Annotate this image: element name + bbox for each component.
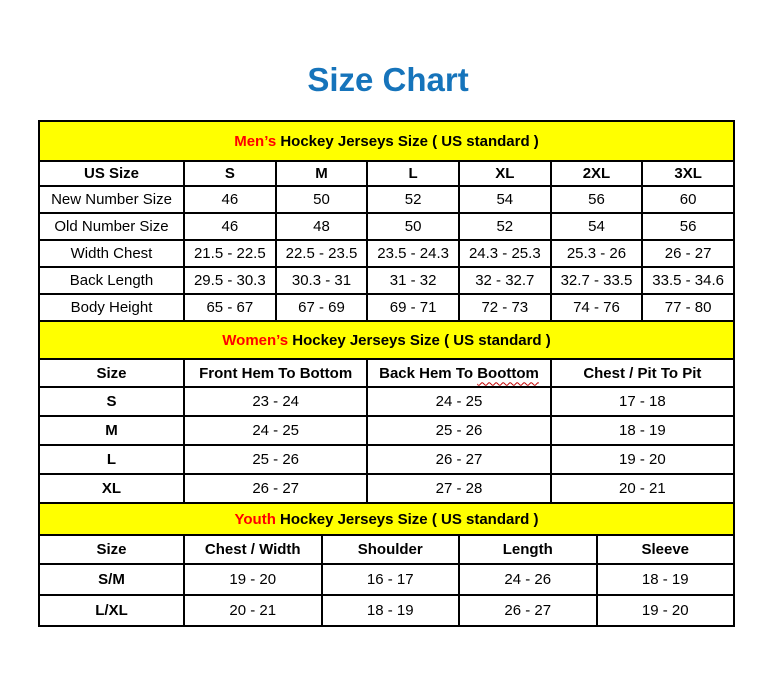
men-header-6: 3XL [642,161,734,186]
men-row-4-value-2: 69 - 71 [367,294,459,321]
men-row-0-label: New Number Size [39,186,184,213]
men-row-2-value-1: 22.5 - 23.5 [276,240,368,267]
women-row-1-value-2: 18 - 19 [551,416,734,445]
men-row-3-value-0: 29.5 - 30.3 [184,267,276,294]
men-row-3-value-5: 33.5 - 34.6 [642,267,734,294]
men-header-3: L [367,161,459,186]
youth-banner-highlight: Youth [234,510,276,528]
women-table-row [39,416,734,445]
youth-header-3: Length [459,535,597,564]
men-row-1-value-2: 50 [367,213,459,240]
youth-table-row [39,564,734,595]
men-row-4-value-4: 74 - 76 [551,294,643,321]
men-row-0-value-1: 50 [276,186,368,213]
men-row-4-value-1: 67 - 69 [276,294,368,321]
men-table-row [39,267,734,294]
women-table-row [39,445,734,474]
youth-row-0-value-0: 19 - 20 [184,564,322,595]
women-row-1-value-1: 25 - 26 [367,416,550,445]
page-title: Size Chart [307,61,469,98]
men-row-3-value-2: 31 - 32 [367,267,459,294]
men-row-3-value-4: 32.7 - 33.5 [551,267,643,294]
women-row-0-value-2: 17 - 18 [551,387,734,416]
youth-table-row [39,595,734,626]
women-header-2-text: Back Hem To [379,364,478,382]
women-row-3-value-2: 20 - 21 [551,474,734,503]
men-row-2-label: Width Chest [39,240,184,267]
youth-row-0-label: S/M [39,564,184,595]
women-table-row [39,387,734,416]
women-header-3: Chest / Pit To Pit [551,359,734,387]
women-row-2-value-1: 26 - 27 [367,445,550,474]
women-row-1-label: M [39,416,184,445]
youth-header-1: Chest / Width [184,535,322,564]
women-row-3-label: XL [39,474,184,503]
men-row-2-value-0: 21.5 - 22.5 [184,240,276,267]
men-row-2-value-3: 24.3 - 25.3 [459,240,551,267]
men-row-0-value-2: 52 [367,186,459,213]
youth-row-0-value-2: 24 - 26 [459,564,597,595]
men-row-0-value-3: 54 [459,186,551,213]
men-section-banner [39,121,734,161]
women-table-row [39,474,734,503]
men-banner-highlight: Men’s [234,132,277,150]
women-row-2-label: L [39,445,184,474]
men-table-row [39,213,734,240]
men-row-3-label: Back Length [39,267,184,294]
mens-size-table [38,120,735,322]
youth-header-4: Sleeve [597,535,735,564]
men-row-4-value-5: 77 - 80 [642,294,734,321]
youth-header-0: Size [39,535,184,564]
youth-row-1-value-0: 20 - 21 [184,595,322,626]
men-row-3-value-1: 30.3 - 31 [276,267,368,294]
youth-banner-text: Hockey Jerseys Size ( US standard ) [280,510,539,528]
men-header-0: US Size [39,161,184,186]
women-banner-highlight: Women’s [222,331,289,349]
women-header-misspelled-word: Boottom [477,364,539,382]
men-row-1-label: Old Number Size [39,213,184,240]
youth-row-1-value-1: 18 - 19 [322,595,460,626]
men-row-4-value-3: 72 - 73 [459,294,551,321]
women-banner-text: Hockey Jerseys Size ( US standard ) [292,331,551,349]
women-header-2 [367,359,550,387]
men-row-1-value-5: 56 [642,213,734,240]
men-table-row [39,294,734,321]
men-header-2: M [276,161,368,186]
women-row-1-value-0: 24 - 25 [184,416,367,445]
women-row-2-value-2: 19 - 20 [551,445,734,474]
men-row-0-value-5: 60 [642,186,734,213]
women-row-0-value-0: 23 - 24 [184,387,367,416]
men-row-0-value-4: 56 [551,186,643,213]
men-header-5: 2XL [551,161,643,186]
youth-row-1-label: L/XL [39,595,184,626]
women-row-0-label: S [39,387,184,416]
youth-section-banner [39,503,734,535]
women-header-0: Size [39,359,184,387]
men-table-row [39,240,734,267]
youth-size-table [38,502,735,627]
men-row-4-value-0: 65 - 67 [184,294,276,321]
women-row-0-value-1: 24 - 25 [367,387,550,416]
men-row-3-value-3: 32 - 32.7 [459,267,551,294]
women-header-1: Front Hem To Bottom [184,359,367,387]
men-row-1-value-3: 52 [459,213,551,240]
youth-row-1-value-2: 26 - 27 [459,595,597,626]
men-banner-text: Hockey Jerseys Size ( US standard ) [280,132,539,150]
womens-size-table [38,320,735,504]
men-row-4-label: Body Height [39,294,184,321]
men-row-0-value-0: 46 [184,186,276,213]
youth-row-0-value-1: 16 - 17 [322,564,460,595]
men-row-2-value-5: 26 - 27 [642,240,734,267]
youth-header-2: Shoulder [322,535,460,564]
men-row-2-value-4: 25.3 - 26 [551,240,643,267]
men-row-1-value-0: 46 [184,213,276,240]
women-row-3-value-0: 26 - 27 [184,474,367,503]
men-row-1-value-1: 48 [276,213,368,240]
men-row-1-value-4: 54 [551,213,643,240]
men-row-2-value-2: 23.5 - 24.3 [367,240,459,267]
men-table-row [39,186,734,213]
men-header-1: S [184,161,276,186]
youth-row-0-value-3: 18 - 19 [597,564,735,595]
youth-row-1-value-3: 19 - 20 [597,595,735,626]
men-header-4: XL [459,161,551,186]
women-section-banner [39,321,734,359]
women-row-3-value-1: 27 - 28 [367,474,550,503]
women-row-2-value-0: 25 - 26 [184,445,367,474]
